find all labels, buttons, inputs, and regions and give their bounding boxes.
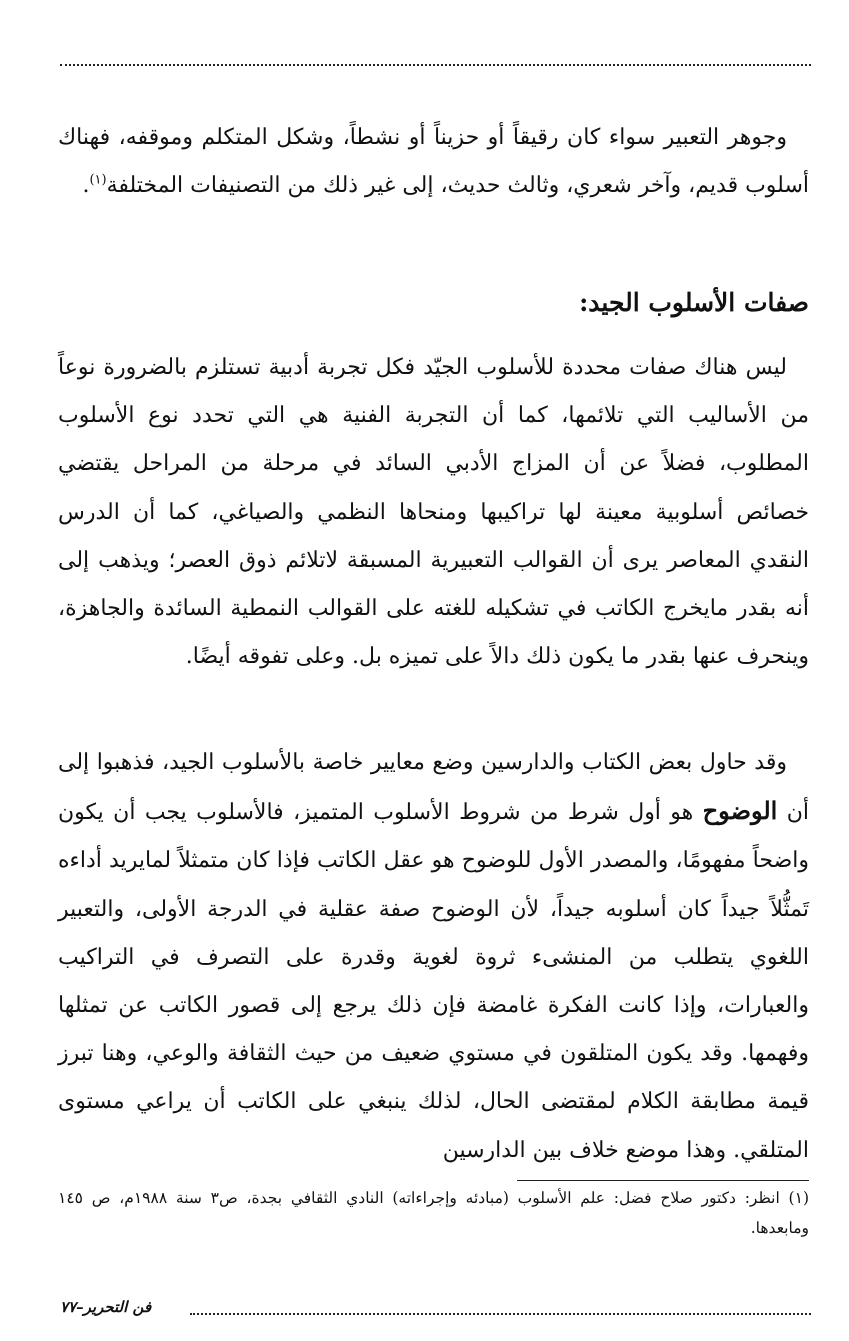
keyword-clarity: الوضوح <box>702 796 778 826</box>
footnote-separator <box>517 1180 809 1181</box>
footer-book-title: فن التحرير <box>83 1298 152 1316</box>
intro-text: وجوهر التعبير سواء كان رقيقاً أو حزيناً أو نشطاً، وشكل المتكلم وموقفه، فهناك أسلوب قديم، وآخر شعري، وثالث حديث، إلى غير ذلك من التصنيفات المختلفة <box>58 125 809 199</box>
section-heading: صفات الأسلوب الجيد: <box>579 288 809 317</box>
footnote <box>58 1183 809 1243</box>
footer-dotted-rule <box>190 1313 811 1315</box>
page-number: ٧٧ <box>60 1298 77 1316</box>
footnote-text: (١) انظر: دكتور صلاح فضل: علم الأسلوب (مبادئه وإجراءاته) النادي الثقافي بجدة، ص٣ سنة ١٩٨٨م، ص ١٤٥ ومابعدها. <box>58 1189 809 1237</box>
running-footer: فن التحرير–٧٧ <box>60 1298 157 1316</box>
paragraph-clarity <box>58 739 809 1175</box>
intro-paragraph <box>58 114 809 210</box>
intro-end: . <box>82 173 90 199</box>
paragraph-3-before: وقد حاول بعض الكتاب والدارسين وضع معايير خاصة بالأسلوب الجيد، فذهبوا إلى أن <box>58 750 809 826</box>
paragraph-good-style <box>58 344 809 681</box>
footnote-reference: (١) <box>89 172 107 188</box>
page-footer <box>60 1298 811 1322</box>
top-dotted-rule <box>60 64 811 66</box>
paragraph-2-text: ليس هناك صفات محددة للأسلوب الجيّد فكل تجربة أدبية تستلزم بالضرورة نوعاً من الأساليب التي تلائمها، كما أن التجربة الفنية هي التي تحدد نوع الأسلوب المطلوب، فضلاً عن أن المزاج الأدبي السائد في مرحلة من المراحل يقتضي خصائص أسلوبية معينة لها تراكيبها ومنحاها النظمي والصياغي، كما أن الدرس النقدي المعاصر يرى أن القوالب التعبيرية المسبقة لاتلائم ذوق العصر؛ ويذهب إلى أنه بقدر مايخرج الكاتب في تشكيله للغته على القوالب النمطية السائدة والجاهزة، وينحرف عنها بقدر ما يكون ذلك دالاً على تميزه بل. وعلى تفوقه أيضًا. <box>58 355 809 670</box>
paragraph-3-after: هو أول شرط من شروط الأسلوب المتميز، فالأسلوب يجب أن يكون واضحاً مفهومًا، والمصدر الأول للوضوح هو عقل الكاتب فإذا كان متمثلاً لمايريد أداءه تَمثُّلاً جيداً كان أسلوبه جيداً، لأن الوضوح صفة عقلية في الدرجة الأولى، والتعبير اللغوي يتطلب من المنشىء ثروة لغوية وقدرة على التصرف في التراكيب والعبارات، وإذا كانت الفكرة غامضة فإن ذلك يرجع إلى قصور الكاتب عن تمثلها وفهمها. وقد يكون المتلقون في مستوي ضعيف من حيث الثقافة والوعي، وهنا تبرز قيمة مطابقة الكلام لمقتضى الحال، لذلك ينبغي على الكاتب أن يراعي مستوى المتلقي. وهذا موضع خلاف بين الدارسين <box>58 800 809 1163</box>
